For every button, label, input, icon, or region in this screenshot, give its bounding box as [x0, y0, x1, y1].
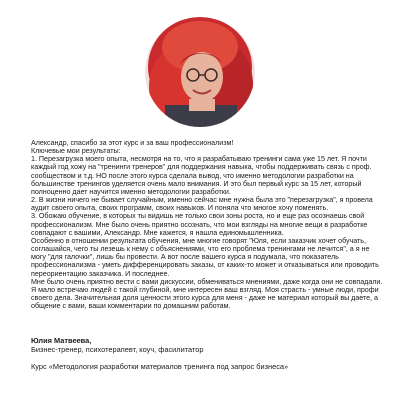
review-paragraph-training-result: Особенно в отношении результата обучения, мне многие говорят "Юля, если заказчик хочет обучать, соглашайся, чего ты лезешь к нему с объяснениями, что его проблема тренингами не лечится", а я не могу "для галочки", лишь бы провести. А вот после вашего курса я подумала, что показатель профессионализма - уметь дифференцировать заказы, от каких-то может и отказываться или проводить переориентацию заказчика. И последнее. — [31, 236, 379, 278]
review-result-1: 1. Перезагрузка моего опыта, несмотря на то, что я разрабатываю тренинги сама уже 15 лет. Я почти каждый год хожу на "тренинги тренеров" для поддержания навыка, чтобы поддерживать связь с проф. сообществом и т.д. НО после этого курса сделала вывод, что именно методологии разработки на большинстве тренингов уделяется очень мало внимания. И это был первый курс за 15 лет, который полноценно дает научится именно методологии разработки. — [31, 155, 372, 196]
review-results-heading: Ключевые мои результаты: — [31, 147, 121, 156]
review-result-3: 3. Обожаю обучение, в которых ты видишь не только свои зоны роста, но и еще раз осознаешь свой профессионализм. Мне было очень приятно осознать, что мои взгляды на многие вещи в разработке совпадают с вашими, Александр. Мне кажется, я нашла единомышленника. — [31, 212, 368, 237]
reviewer-avatar — [145, 17, 255, 127]
review-result-2: 2. В жизни ничего не бывает случайным, именно сейчас мне нужна была это "перезагрузка", я провела аудит своего опыта, своих программ, своих навыков. И поняла что многое хочу поменять. — [31, 196, 373, 213]
review-paragraph-closing: Мне было очень приятно вести с вами дискуссии, обмениваться мнениями, даже когда они не совпадали. Я мало встречаю людей с такой глубиной, мне интересен ваш взгляд. Моя страсть - умные люди, профи своего дела. Значительная доля ценности этого курса для меня - даже не материал который вы даете, а общение с вами, ваши комментарии по домашним работам. — [31, 277, 383, 311]
reviewer-signature — [31, 336, 383, 371]
reviewer-photo-icon — [145, 17, 255, 127]
review-greeting: Александр, спасибо за этот курс и за ваш профессионализм! — [31, 139, 234, 147]
reviewer-name: Юлия Матвеева, — [31, 336, 92, 345]
review-text — [31, 139, 383, 310]
course-title: Курс «Методология разработки материалов тренинга под запрос бизнеса» — [31, 362, 289, 371]
reviewer-role: Бизнес-тренер, психотерапевт, коуч, фасилитатор — [31, 345, 204, 354]
